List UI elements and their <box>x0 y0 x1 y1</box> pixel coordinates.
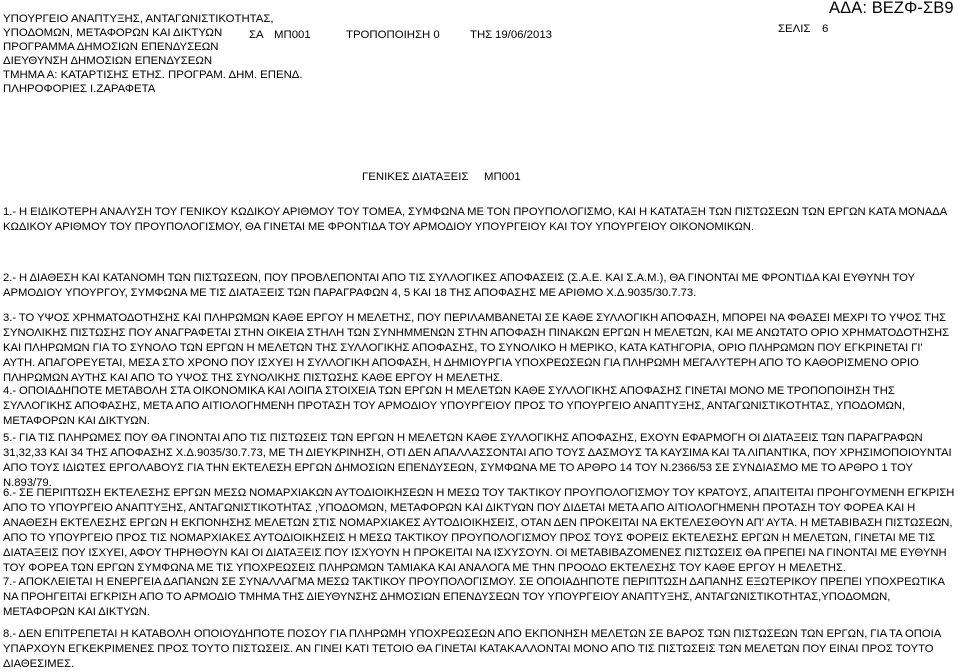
provision-8: 8.- ΔΕΝ ΕΠΙΤΡΕΠΕΤΑΙ Η ΚΑΤΑΒΟΛΗ ΟΠΟΙΟΥΔΗΠΟΤΕ ΠΟΣΟΥ ΓΙΑ ΠΛΗΡΩΜΗ ΥΠΟΧΡΕΩΣΕΩΝ ΑΠΟ ΕΚΠΟΝΗΣΗ ΜΕΛΕΤΩΝ ΣΕ ΒΑΡΟΣ ΤΩΝ ΠΙΣΤΩΣΕΩΝ ΤΩΝ ΕΡΓΩΝ, ΓΙΑ ΤΑ ΟΠΟΙΑ ΥΠΑΡΧΟΥΝ ΕΓΚΕΚΡΙΜΕΝΕΣ ΠΡΟΣ ΤΟΥΤΟ ΠΙΣΤΩΣΕΙΣ. ΑΝ ΓΙΝΕΙ ΚΑΤΙ ΤΕΤΟΙΟ ΘΑ ΓΙΝΕΤΑΙ ΚΑΤΑΚΑΛΛΟΝΤΑΙ ΜΟΝΟ ΑΠΟ ΤΙΣ ΠΙΣΤΩΣΕΙΣ ΤΩΝ ΜΕΛΕΤΩΝ ΠΟΥ ΕΙΝΑΙ ΠΡΟΣ ΤΟΥΤΟ ΔΙΑΘΕΣΙΜΕΣ. <box>3 628 941 670</box>
date-value: 19/06/2013 <box>495 29 553 41</box>
page-number: 6 <box>822 23 829 35</box>
section-title: ΓΕΝΙΚΕΣ ΔΙΑΤΑΞΕΙΣ <box>362 171 469 183</box>
provision-5: 5.- ΓΙΑ ΤΙΣ ΠΛΗΡΩΜΕΣ ΠΟΥ ΘΑ ΓΙΝΟΝΤΑΙ ΑΠΟ ΤΙΣ ΠΙΣΤΩΣΕΙΣ ΤΩΝ ΕΡΓΩΝ Η ΜΕΛΕΤΩΝ ΚΑΘΕ ΣΥΛΛΟΓΙΚΗΣ ΑΠΟΦΑΣΗΣ, ΕΧΟΥΝ ΕΦΑΡΜΟΓΗ ΟΙ ΔΙΑΤΑΞΕΙΣ ΤΩΝ ΠΑΡΑΓΡΑΦΩΝ 31,32,33 ΚΑΙ 34 ΤΗΣ ΑΠΟΦΑΣΗΣ Χ.Δ.9035/30.7.73, ΜΕ ΤΗ ΔΙΕΥΚΡΙΝΗΣΗ, ΟΤΙ ΔΕΝ ΑΠΑΛΛΑΣΣΟΝΤΑΙ ΑΠΟ ΤΟΥΣ ΔΑΣΜΟΥΣ ΤΑ ΚΑΥΣΙΜΑ ΚΑΙ ΤΑ ΛΙΠΑΝΤΙΚΑ, ΠΟΥ ΧΡΗΣΙΜΟΠΟΙΟΥΝΤΑΙ ΑΠΟ ΤΟΥΣ ΙΔΙΩΤΕΣ ΕΡΓΟΛΑΒΟΥΣ ΓΙΑ ΤΗΝ ΕΚΤΕΛΕΣΗ ΕΡΓΩΝ ΔΗΜΟΣΙΩΝ ΕΠΕΝΔΥΣΕΩΝ, ΣΥΜΦΩΝΑ ΜΕ ΤΟ ΑΡΘΡΟ 14 ΤΟΥ Ν.2366/53 ΣΕ ΣΥΝΔΙΑΣΜΟ ΜΕ ΤΟ ΑΡΘΡΟ 1 ΤΟΥ Ν.893/79. <box>3 432 952 489</box>
amendment-label: ΤΡΟΠΟΠΟΙΗΣΗ 0 <box>346 29 440 41</box>
sa-code: ΜΠ001 <box>274 29 311 41</box>
page-label: ΣΕΛΙΣ <box>778 23 811 35</box>
ministry-line-2: ΥΠΟΔΟΜΩΝ, ΜΕΤΑΦΟΡΩΝ ΚΑΙ ΔΙΚΤΥΩΝ <box>3 27 223 39</box>
ada-identifier: ΑΔΑ: ΒΕΖΦ-ΣΒ9 <box>829 0 954 17</box>
department-line: ΤΜΗΜΑ Α: ΚΑΤΑΡΤΙΣΗΣ ΕΤΗΣ. ΠΡΟΓΡΑΜ. ΔΗΜ. ΕΠΕΝΔ. <box>3 69 303 81</box>
provision-4: 4.- ΟΠΟΙΑΔΗΠΟΤΕ ΜΕΤΑΒΟΛΗ ΣΤΑ ΟΙΚΟΝΟΜΙΚΑ ΚΑΙ ΛΟΙΠΑ ΣΤΟΙΧΕΙΑ ΤΩΝ ΕΡΓΩΝ Η ΜΕΛΕΤΩΝ ΚΑΘΕ ΣΥΛΛΟΓΙΚΗΣ ΑΠΟΦΑΣΗΣ ΓΙΝΕΤΑΙ ΜΟΝΟ ΜΕ ΤΡΟΠΟΠΟΙΗΣΗ ΤΗΣ ΣΥΛΛΟΓΙΚΗΣ ΑΠΟΦΑΣΗΣ, ΜΕΤΑ ΑΠΟ ΑΙΤΙΟΛΟΓΗΜΕΝΗ ΠΡΟΤΑΣΗ ΤΟΥ ΑΡΜΟΔΙΟΥ ΥΠΟΥΡΓΕΙΟΥ ΠΡΟΣ ΤΟ ΥΠΟΥΡΓΕΙΟ ΑΝΑΠΤΥΞΗΣ, ΑΝΤΑΓΩΝΙΣΤΙΚΟΤΗΤΑΣ, ΥΠΟΔΟΜΩΝ, ΜΕΤΑΦΟΡΩΝ ΚΑΙ ΔΙΚΤΥΩΝ. <box>3 385 906 427</box>
directorate-line: ΔΙΕΥΘΥΝΣΗ ΔΗΜΟΣΙΩΝ ΕΠΕΝΔΥΣΕΩΝ <box>3 55 213 67</box>
date-label: ΤΗΣ <box>470 29 493 41</box>
provision-3: 3.- ΤΟ ΥΨΟΣ ΧΡΗΜΑΤΟΔΟΤΗΣΗΣ ΚΑΙ ΠΛΗΡΩΜΩΝ ΚΑΘΕ ΕΡΓΟΥ Η ΜΕΛΕΤΗΣ, ΠΟΥ ΠΕΡΙΛΑΜΒΑΝΕΤΑΙ ΣΕ ΚΑΘΕ ΣΥΛΛΟΓΙΚΗ ΑΠΟΦΑΣΗ, ΜΠΟΡΕΙ ΝΑ ΦΘΑΣΕΙ ΜΕΧΡΙ ΤΟ ΥΨΟΣ ΤΗΣ ΣΥΝΟΛΙΚΗΣ ΠΙΣΤΩΣΗΣ ΠΟΥ ΑΝΑΓΡΑΦΕΤΑΙ ΣΤΗΝ ΟΙΚΕΙΑ ΣΤΗΛΗ ΤΩΝ ΣΥΝΗΜΜΕΝΩΝ ΣΤΗΝ ΑΠΟΦΑΣΗ ΠΙΝΑΚΩΝ ΕΡΓΩΝ Η ΜΕΛΕΤΩΝ, ΚΑΙ ΜΕ ΑΝΩΤΑΤΟ ΟΡΙΟ ΧΡΗΜΑΤΟΔΟΤΗΣΗΣ ΚΑΙ ΠΛΗΡΩΜΩΝ ΓΙΑ ΤΟ ΣΥΝΟΛΟ ΤΩΝ ΕΡΓΩΝ Η ΜΕΛΕΤΩΝ ΤΗΣ ΣΥΛΛΟΓΙΚΗΣ ΑΠΟΦΑΣΗΣ, ΤΟ ΣΥΝΟΛΙΚΟ Η ΜΕΡΙΚΟ, ΚΑΤΑ ΚΑΤΗΓΟΡΙΑ, ΟΡΙΟ ΠΛΗΡΩΜΩΝ ΠΟΥ ΕΓΚΡΙΝΕΤΑΙ ΓΙ' ΑΥΤΗ. ΑΠΑΓΟΡΕΥΕΤΑΙ, ΜΕΣΑ ΣΤΟ ΧΡΟΝΟ ΠΟΥ ΙΣΧΥΕΙ Η ΣΥΛΛΟΓΙΚΗ ΑΠΟΦΑΣΗ, Η ΔΗΜΙΟΥΡΓΙΑ ΥΠΟΧΡΕΩΣΕΩΝ ΓΙΑ ΠΛΗΡΩΜΗ ΜΕΓΑΛΥΤΕΡΗ ΑΠΟ ΤΟ ΚΑΘΟΡΙΣΜΕΝΟ ΟΡΙΟ ΠΛΗΡΩΜΩΝ ΑΥΤΗΣ ΚΑΙ ΑΠΟ ΤΟ ΥΨΟΣ ΤΗΣ ΣΥΝΟΛΙΚΗΣ ΠΙΣΤΩΣΗΣ ΚΑΘΕ ΕΡΓΟΥ Η ΜΕΛΕΤΗΣ. <box>3 312 950 384</box>
provision-6: 6.- ΣΕ ΠΕΡΙΠΤΩΣΗ ΕΚΤΕΛΕΣΗΣ ΕΡΓΩΝ ΜΕΣΩ ΝΟΜΑΡΧΙΑΚΩΝ ΑΥΤΟΔΙΟΙΚΗΣΕΩΝ Η ΜΕΣΩ ΤΟΥ ΤΑΚΤΙΚΟΥ ΠΡΟΥΠΟΛΟΓΙΣΜΟΥ ΤΟΥ ΚΡΑΤΟΥΣ, ΑΠΑΙΤΕΙΤΑΙ ΠΡΟΗΓΟΥΜΕΝΗ ΕΓΚΡΙΣΗ ΑΠΟ ΤΟ ΥΠΟΥΡΓΕΙΟ ΑΝΑΠΤΥΞΗΣ, ΑΝΤΑΓΩΝΙΣΤΙΚΟΤΗΤΑΣ ,ΥΠΟΔΟΜΩΝ, ΜΕΤΑΦΟΡΩΝ ΚΑΙ ΔΙΚΤΥΩΝ ΠΟΥ ΔΙΔΕΤΑΙ ΜΕΤΑ ΑΠΟ ΑΙΤΙΟΛΟΓΗΜΕΝΗ ΠΡΟΤΑΣΗ ΤΟΥ ΦΟΡΕΑ ΚΑΙ Η ΑΝΑΘΕΣΗ ΕΚΤΕΛΕΣΗΣ ΕΡΓΩΝ Η ΕΚΠΟΝΗΣΗΣ ΜΕΛΕΤΩΝ ΣΤΙΣ ΝΟΜΑΡΧΙΑΚΕΣ ΑΥΤΟΔΙΟΙΚΗΣΕΙΣ, ΟΤΑΝ ΔΕΝ ΠΡΟΚΕΙΤΑΙ ΝΑ ΕΚΤΕΛΕΣΘΟΥΝ ΑΠ' ΑΥΤΑ. Η ΜΕΤΑΒΙΒΑΣΗ ΠΙΣΤΩΣΕΩΝ, ΑΠΟ ΤΟ ΥΠΟΥΡΓΕΙΟ ΠΡΟΣ ΤΙΣ ΝΟΜΑΡΧΙΑΚΕΣ ΑΥΤΟΔΙΟΙΚΗΣΕΙΣ Η ΜΕΣΩ ΤΑΚΤΙΚΟΥ ΠΡΟΥΠΟΛΟΓΙΣΜΟΥ ΠΡΟΣ ΤΟΥΣ ΦΟΡΕΙΣ ΕΚΤΕΛΕΣΗΣ ΕΡΓΩΝ Η ΜΕΛΕΤΩΝ, ΓΙΝΕΤΑΙ ΜΕ ΤΙΣ ΔΙΑΤΑΞΕΙΣ ΠΟΥ ΙΣΧΥΕΙ, ΑΦΟΥ ΤΗΡΗΘΟΥΝ ΚΑΙ ΟΙ ΔΙΑΤΑΞΕΙΣ ΠΟΥ ΙΣΧΥΟΥΝ Η ΠΡΟΚΕΙΤΑΙ ΝΑ ΙΣΧΥΣΟΥΝ. ΟΙ ΜΕΤΑΒΙΒΑΖΟΜΕΝΕΣ ΠΙΣΤΩΣΕΙΣ ΘΑ ΠΡΕΠΕΙ ΝΑ ΓΙΝΟΝΤΑΙ ΜΕ ΕΥΘΥΝΗ ΤΟΥ ΦΟΡΕΑ ΤΩΝ ΕΡΓΩΝ ΣΥΜΦΩΝΑ ΜΕ ΤΙΣ ΥΠΟΧΡΕΩΣΕΙΣ ΠΛΗΡΩΜΩΝ ΤΑΜΙΑΚΑ ΚΑΙ ΑΝΑΛΟΓΑ ΜΕ ΤΗΝ ΠΡΟΟΔΟ ΕΚΤΕΛΕΣΗΣ ΤΟΥ ΚΑΘΕ ΕΡΓΟΥ Η ΜΕΛΕΤΗΣ. <box>3 487 955 574</box>
ministry-line-1: ΥΠΟΥΡΓΕΙΟ ΑΝΑΠΤΥΞΗΣ, ΑΝΤΑΓΩΝΙΣΤΙΚΟΤΗΤΑΣ, <box>3 13 274 25</box>
section-code: ΜΠ001 <box>484 171 521 183</box>
provision-7: 7.- ΑΠΟΚΛΕΙΕΤΑΙ Η ΕΝΕΡΓΕΙΑ ΔΑΠΑΝΩΝ ΣΕ ΣΥΝΑΛΛΑΓΜΑ ΜΕΣΩ ΤΑΚΤΙΚΟΥ ΠΡΟΥΠΟΛΟΓΙΣΜΟΥ. ΣΕ ΟΠΟΙΑΔΗΠΟΤΕ ΠΕΡΙΠΤΩΣΗ ΔΑΠΑΝΗΣ ΕΞΩΤΕΡΙΚΟΥ ΠΡΕΠΕΙ ΥΠΟΧΡΕΩΤΙΚΑ ΝΑ ΠΡΟΗΓΕΙΤΑΙ ΕΓΚΡΙΣΗ ΑΠΟ ΤΟ ΑΡΜΟΔΙΟ ΤΜΗΜΑ ΤΗΣ ΔΙΕΥΘΥΝΣΗΣ ΔΗΜΟΣΙΩΝ ΕΠΕΝΔΥΣΕΩΝ ΤΟΥ ΥΠΟΥΡΓΕΙΟΥ ΑΝΑΠΤΥΞΗΣ, ΑΝΤΑΓΩΝΙΣΤΙΚΟΤΗΤΑΣ,ΥΠΟΔΟΜΩΝ, ΜΕΤΑΦΟΡΩΝ ΚΑΙ ΔΙΚΤΥΩΝ. <box>3 576 945 618</box>
provision-2: 2.- Η ΔΙΑΘΕΣΗ ΚΑΙ ΚΑΤΑΝΟΜΗ ΤΩΝ ΠΙΣΤΩΣΕΩΝ, ΠΟΥ ΠΡΟΒΛΕΠΟΝΤΑΙ ΑΠΟ ΤΙΣ ΣΥΛΛΟΓΙΚΕΣ ΑΠΟΦΑΣΕΙΣ (Σ.Α.Ε. ΚΑΙ Σ.Α.Μ.), ΘΑ ΓΙΝΟΝΤΑΙ ΜΕ ΦΡΟΝΤΙΔΑ ΚΑΙ ΕΥΘΥΝΗ ΤΟΥ ΑΡΜΟΔΙΟΥ ΥΠΟΥΡΓΟΥ, ΣΥΜΦΩΝΑ ΜΕ ΤΙΣ ΔΙΑΤΑΞΕΙΣ ΤΩΝ ΠΑΡΑΓΡΑΦΩΝ 4, 5 ΚΑΙ 18 ΤΗΣ ΑΠΟΦΑΣΗΣ ΜΕ ΑΡΙΘΜΟ Χ.Δ.9035/30.7.73. <box>3 272 915 299</box>
sa-label: ΣΑ <box>249 29 264 41</box>
program-line: ΠΡΟΓΡΑΜΜΑ ΔΗΜΟΣΙΩΝ ΕΠΕΝΔΥΣΕΩΝ <box>3 41 219 53</box>
contact-line: ΠΛΗΡΟΦΟΡΙΕΣ Ι.ΖΑΡΑΦΕΤΑ <box>3 83 156 95</box>
provision-1: 1.- Η ΕΙΔΙΚΟΤΕΡΗ ΑΝΑΛΥΣΗ ΤΟΥ ΓΕΝΙΚΟΥ ΚΩΔΙΚΟΥ ΑΡΙΘΜΟΥ ΤΟΥ ΤΟΜΕΑ, ΣΥΜΦΩΝΑ ΜΕ ΤΟΝ ΠΡΟΥΠΟΛΟΓΙΣΜΟ, ΚΑΙ Η ΚΑΤΑΤΑΞΗ ΤΩΝ ΠΙΣΤΩΣΕΩΝ ΤΩΝ ΕΡΓΩΝ ΚΑΤΑ ΜΟΝΑΔΑ ΚΩΔΙΚΟΥ ΑΡΙΘΜΟΥ ΤΟΥ ΠΡΟΥΠΟΛΟΓΙΣΜΟΥ, ΘΑ ΓΙΝΕΤΑΙ ΜΕ ΦΡΟΝΤΙΔΑ ΤΟΥ ΑΡΜΟΔΙΟΥ ΥΠΟΥΡΓΕΙΟΥ ΚΑΙ ΤΟΥ ΥΠΟΥΡΓΕΙΟΥ ΟΙΚΟΝΟΜΙΚΩΝ. <box>3 206 947 233</box>
